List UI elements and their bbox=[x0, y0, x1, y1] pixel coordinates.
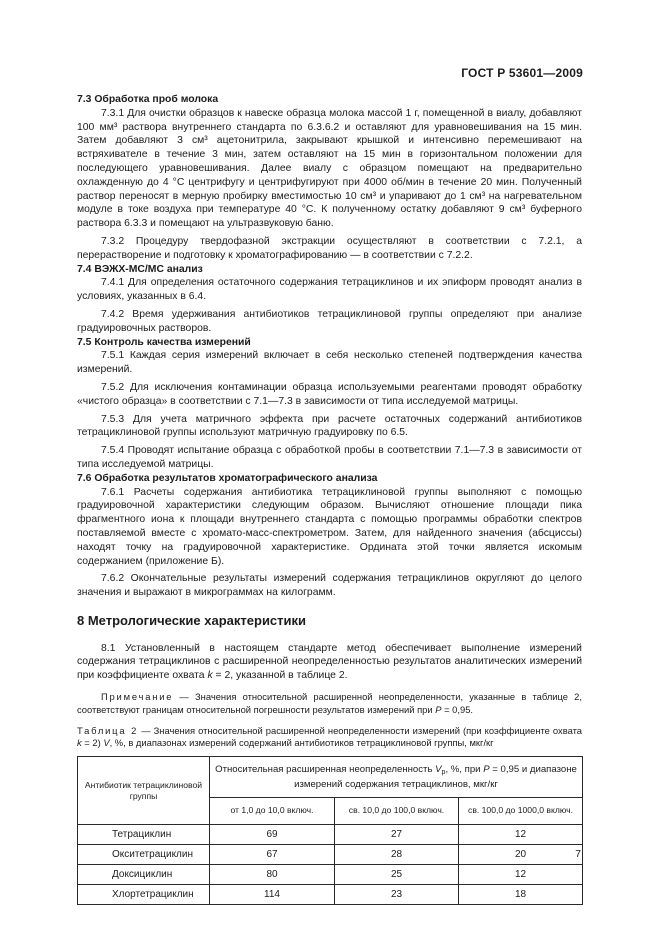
note-text-b: = 0,95. bbox=[441, 703, 474, 715]
note-text-a: — Значения относительной расширенной неопределенности, указанные в таблице 2, соответствуют границам относительной погрешности результатов измерений при bbox=[77, 691, 582, 715]
value-range-3: 12 bbox=[459, 825, 583, 845]
value-range-3: 20 bbox=[459, 845, 583, 865]
value-range-2: 27 bbox=[335, 825, 459, 845]
paragraph-8-1-text-a: 8.1 Установленный в настоящем стандарте метод обеспечивает выполнение измерений содержания тетрациклинов с расширенной неопределенностью результатов аналитических измерений при коэффициенте охвата bbox=[77, 642, 582, 682]
table-row bbox=[78, 825, 583, 845]
note-probability-symbol: P bbox=[435, 703, 442, 715]
table-caption-v-symbol: V bbox=[103, 737, 110, 749]
table-caption-text-b: = 2) bbox=[81, 737, 104, 749]
table-header-v-subscript: p bbox=[441, 768, 446, 776]
uncertainty-table bbox=[77, 756, 583, 905]
table-caption-k-symbol: k bbox=[77, 737, 82, 749]
value-range-2: 25 bbox=[335, 865, 459, 885]
antibiotic-name: Хлортетрациклин bbox=[78, 885, 210, 905]
table-header-antibiotic: Антибиотик тетрациклиновой группы bbox=[78, 757, 210, 825]
note bbox=[77, 691, 582, 717]
paragraph-7-5-1: 7.5.1 Каждая серия измерений включает в себя несколько степеней подтверждения качества измерений. bbox=[77, 350, 582, 376]
paragraph-7-4-1: 7.4.1 Для определения остаточного содержания тетрациклинов и их эпиформ проводят анализ в условиях, указанных в 6.4. bbox=[77, 277, 582, 303]
table-header-text-a: Относительная расширенная неопределенность bbox=[215, 763, 436, 775]
paragraph-7-6-1: 7.6.1 Расчеты содержания антибиотика тетрациклиновой группы выполняют с помощью градуировочной характеристики следующим образом. Вычисляют отношение площади пика фрагментного иона к площади внутреннего стандарта с помощью программы обработки спектров поставляемой вместе с хромато-масс-спектрометром. Затем, для найденного значения (абсциссы) находят точку на градуировочной характеристике. Ордината этой точки является искомым содержанием (приложение Б). bbox=[77, 486, 582, 567]
table-header-range-1: от 1,0 до 10,0 включ. bbox=[210, 798, 335, 825]
section-7-3-title: 7.3 Обработка проб молока bbox=[77, 94, 219, 105]
paragraph-8-1 bbox=[77, 642, 582, 683]
antibiotic-name: Тетрациклин bbox=[78, 825, 210, 845]
table-header-p-symbol: P bbox=[483, 763, 490, 775]
paragraph-8-1-text-b: = 2, указанной в таблице 2. bbox=[212, 670, 348, 682]
paragraph-7-4-2: 7.4.2 Время удерживания антибиотиков тетрациклиновой группы определяют при анализе градуировочных растворов. bbox=[77, 308, 582, 334]
antibiotic-name: Окситетрациклин bbox=[78, 845, 210, 865]
paragraph-7-5-3: 7.5.3 Для учета матричного эффекта при расчете остаточных содержаний антибиотиков тетрациклиновой группы используют матричную градуировку по 6.5. bbox=[77, 413, 582, 439]
paragraph-7-5-2: 7.5.2 Для исключения контаминации образца используемыми реагентами проводят обработку «чистого образца» в соответствии с 7.1—7.3 в зависимости от типа исследуемой матрицы. bbox=[77, 381, 582, 407]
page-number: 7 bbox=[575, 849, 581, 860]
section-7-6-title: 7.6 Обработка результатов хроматографического анализа bbox=[77, 472, 378, 484]
value-range-1: 67 bbox=[210, 845, 335, 865]
value-range-2: 28 bbox=[335, 845, 459, 865]
coverage-factor-symbol: k bbox=[207, 670, 213, 682]
page-content bbox=[77, 93, 582, 905]
note-label: Примечание bbox=[101, 691, 174, 703]
value-range-1: 69 bbox=[210, 825, 335, 845]
paragraph-7-3-1: 7.3.1 Для очистки образцов к навеске образца молока массой 1 г, помещенной в виалу, добавляют 100 мм³ раствора внутреннего стандарта по 6.3.6.2 и оставляют для уравновешивания на 15 мин. Затем добавляют 3 см³ ацетонитрила, закрывают крышкой и интенсивно перемешивают на встряхивателе в течение 3 мин, затем оставляют на 15 мин в горизонтальном положении для последующего уравновешивания. Далее виалу с образцом помещают на предварительно охлажденную до 4 °С центрифугу и центрифугируют при 4000 об/мин в течение 20 мин. Полученный раствор переносят в мерную пробирку вместимостью 10 см³ и упаривают до 1 см³ на нагревательном модуле в токе воздуха при температуре 40 °С. К полученному остатку добавляют 9 см³ буферного раствора 6.3.3 и помещают на ультразвуковую баню. bbox=[77, 107, 582, 230]
table-caption-text-a: — Значения относительной расширенной неопределенности измерений (при коэффициенте охвата bbox=[138, 724, 582, 736]
table-header-uncertainty bbox=[210, 757, 583, 798]
section-7-4-title: 7.4 ВЭЖХ-МС/МС анализ bbox=[77, 263, 203, 275]
table-caption-text-c: , %, в диапазонах измерений содержаний антибиотиков тетрациклиновой группы, мкг/кг bbox=[109, 737, 494, 749]
value-range-3: 18 bbox=[459, 885, 583, 905]
value-range-1: 80 bbox=[210, 865, 335, 885]
table-row bbox=[78, 885, 583, 905]
table-header-range-3: св. 100,0 до 1000,0 включ. bbox=[459, 798, 583, 825]
table-header-text-c: = 0,95 и диапазоне измерений содержания тетрациклинов, мкг/кг bbox=[294, 763, 577, 790]
value-range-2: 23 bbox=[335, 885, 459, 905]
table-header-range-2: св. 10,0 до 100,0 включ. bbox=[335, 798, 459, 825]
value-range-3: 12 bbox=[459, 865, 583, 885]
section-7-5-title: 7.5 Контроль качества измерений bbox=[77, 336, 251, 348]
table-header-text-b: , %, при bbox=[445, 763, 484, 775]
table-row bbox=[78, 845, 583, 865]
value-range-1: 114 bbox=[210, 885, 335, 905]
section-8-title: 8 Метрологические характеристики bbox=[77, 612, 307, 628]
table-caption-label: Таблица 2 bbox=[77, 724, 139, 736]
paragraph-7-6-2: 7.6.2 Окончательные результаты измерений содержания тетрациклинов округляют до целого значения и выражают в микрограммах на килограмм. bbox=[77, 573, 582, 599]
antibiotic-name: Доксициклин bbox=[78, 865, 210, 885]
paragraph-7-3-2: 7.3.2 Процедуру твердофазной экстракции осуществляют в соответствии с 7.2.1, а перерастворение и подготовку к хроматографированию — в соответствии с 7.2.2. bbox=[77, 235, 582, 261]
paragraph-7-5-4: 7.5.4 Проводят испытание образца с обработкой пробы в соответствии 7.1—7.3 в зависимости от типа исследуемой матрицы. bbox=[77, 445, 582, 470]
table-row bbox=[78, 865, 583, 885]
standard-header: ГОСТ Р 53601—2009 bbox=[461, 66, 583, 80]
table-caption bbox=[77, 725, 582, 751]
table-header-v-symbol: V bbox=[435, 763, 442, 775]
